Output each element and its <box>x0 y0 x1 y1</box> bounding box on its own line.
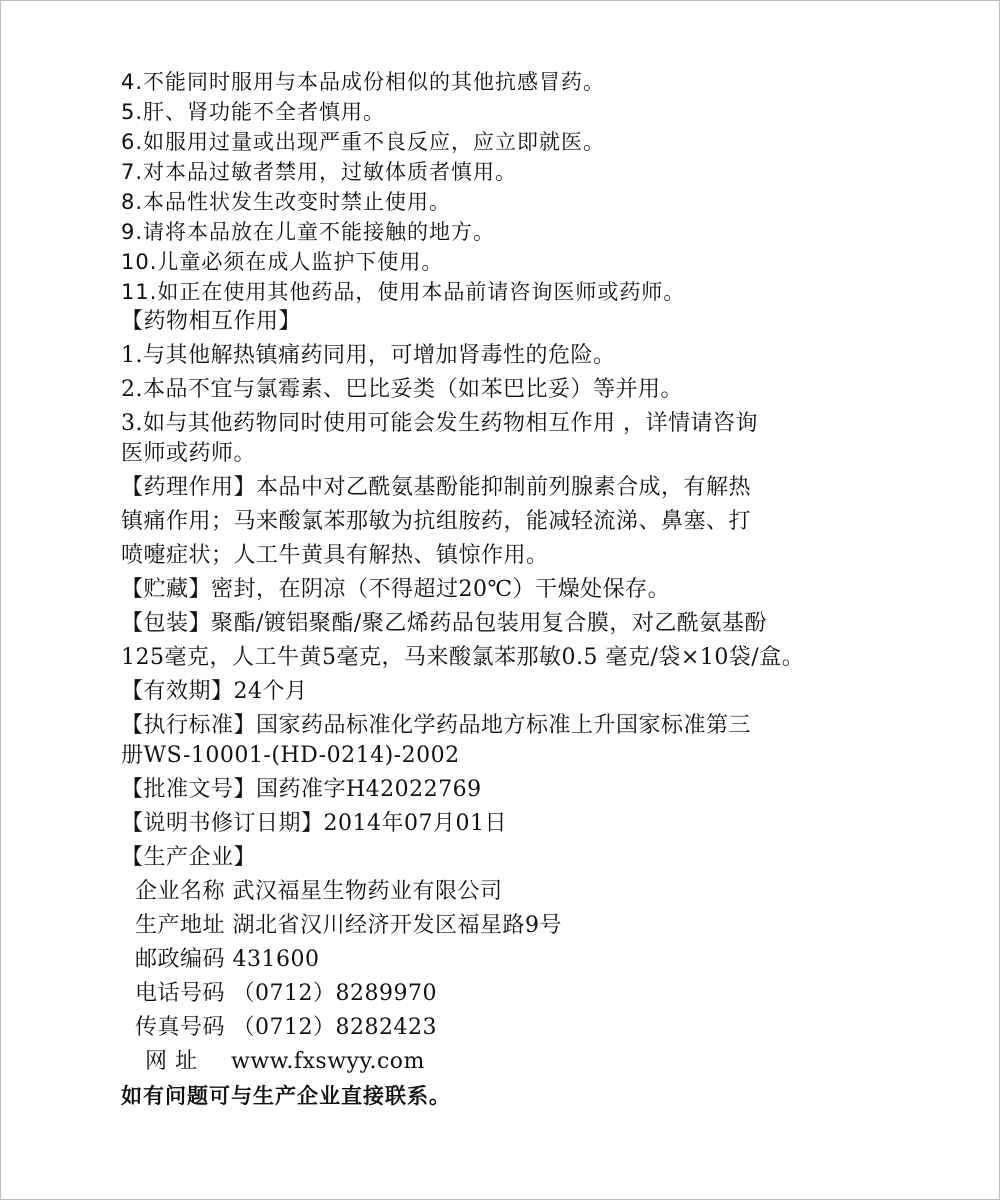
approval-line: 【批准文号】国药准字H42022769 <box>121 777 482 802</box>
website-url: www.fxswyy.com <box>231 1049 425 1074</box>
interaction-item: 1.与其他解热镇痛药同用，可增加肾毒性的危险。 <box>121 343 616 368</box>
interaction-item: 2.本品不宜与氯霉素、巴比妥类（如苯巴比妥）等并用。 <box>121 377 683 402</box>
company-name-line: 企业名称 武汉福星生物药业有限公司 <box>135 879 503 904</box>
website-line <box>121 1047 921 1077</box>
website-label: 网 址 <box>145 1049 198 1074</box>
leaflet-content <box>121 67 921 1111</box>
postcode-line: 邮政编码 431600 <box>135 947 320 972</box>
pharmacology-line: 【药理作用】本品中对乙酰氨基酚能抑制前列腺素合成，有解热 <box>121 475 752 500</box>
precaution-item-11: 11.如正在使用其他药品，使用本品前请咨询医师或药师。 <box>121 280 686 304</box>
validity-line: 【有效期】24个月 <box>121 679 308 704</box>
packaging-line: 125毫克，人工牛黄5毫克，马来酸氯苯那敏0.5 毫克/袋×10袋/盒。 <box>121 645 805 670</box>
precaution-item-6: 6.如服用过量或出现严重不良反应，应立即就医。 <box>121 130 606 154</box>
packaging-line: 【包装】聚酯/镀铝聚酯/聚乙烯药品包装用复合膜，对乙酰氨基酚 <box>121 611 767 636</box>
precaution-item-7: 7.对本品过敏者禁用，过敏体质者慎用。 <box>121 160 518 184</box>
interactions-heading: 【药物相互作用】 <box>121 309 302 334</box>
pharmacology-line: 镇痛作用；马来酸氯苯那敏为抗组胺药，能减轻流涕、鼻塞、打 <box>121 509 752 534</box>
precaution-item-4: 4.不能同时服用与本品成份相似的其他抗感冒药。 <box>121 70 606 94</box>
manufacturer-heading: 【生产企业】 <box>121 845 257 870</box>
address-line: 生产地址 湖北省汉川经济开发区福星路9号 <box>135 913 562 938</box>
precaution-item-9: 9.请将本品放在儿童不能接触的地方。 <box>121 220 496 244</box>
standard-line: 册WS-10001-(HD-0214)-2002 <box>121 743 460 768</box>
revision-date-line: 【说明书修订日期】2014年07月01日 <box>121 811 507 836</box>
contact-footer: 如有问题可与生产企业直接联系。 <box>121 1084 451 1108</box>
precaution-item-8: 8.本品性状发生改变时禁止使用。 <box>121 190 452 214</box>
precaution-item-5: 5.肝、肾功能不全者慎用。 <box>121 100 386 124</box>
fax-line: 传真号码 （0712）8282423 <box>135 1015 437 1040</box>
phone-line: 电话号码 （0712）8289970 <box>135 981 437 1006</box>
standard-line: 【执行标准】国家药品标准化学药品地方标准上升国家标准第三 <box>121 713 752 738</box>
pharmacology-line: 喷嚏症状；人工牛黄具有解热、镇惊作用。 <box>121 543 549 568</box>
storage-line: 【贮藏】密封，在阴凉（不得超过20℃）干燥处保存。 <box>121 577 671 602</box>
interaction-item: 3.如与其他药物同时使用可能会发生药物相互作用 ，详情请咨询 <box>121 411 758 436</box>
interaction-item-continued: 医师或药师。 <box>121 441 257 466</box>
precaution-item-10: 10.儿童必须在成人监护下使用。 <box>121 250 444 274</box>
